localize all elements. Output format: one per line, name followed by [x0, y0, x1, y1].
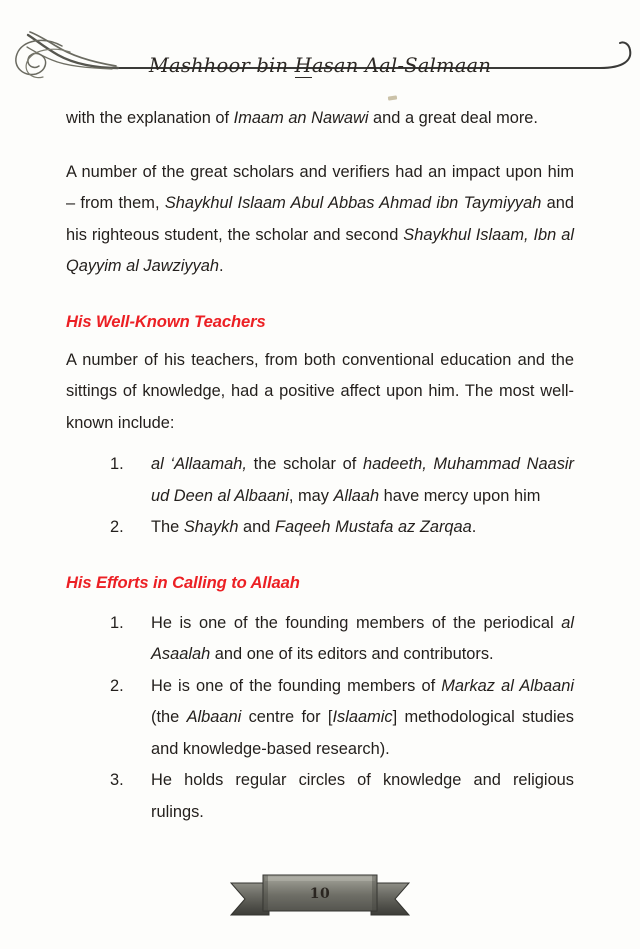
italic-term: Shaykhul Islaam Abul Abbas Ahmad ibn Taymiyyah: [164, 194, 542, 212]
page-content: [66, 103, 574, 828]
page-number-ribbon: [225, 867, 415, 923]
header-title-post: asan Aal-Salmaan: [311, 54, 492, 77]
italic-term: Shaykh: [183, 518, 239, 536]
teachers-list: [66, 449, 574, 544]
list-item: [104, 608, 574, 671]
page-number-label: 10: [309, 886, 331, 902]
list-item: [104, 671, 574, 766]
efforts-list: [66, 608, 574, 829]
running-header-title: [0, 54, 640, 77]
paragraph-3: A number of his teachers, from both conventional education and the sittings of knowledge, had a positive affect upon him. The most well-known include:: [66, 350, 574, 432]
list-item-text: He holds regular circles of knowledge and religious rulings.: [151, 771, 574, 821]
italic-term: al Asaalah: [151, 613, 574, 663]
list-item: [104, 765, 574, 828]
list-item-text: He is one of the founding members of the periodical al Asaalah and one of its editors and contributors.: [151, 613, 574, 663]
list-item-text: al ‘Allaamah, the scholar of hadeeth, Muhammad Naasir ud Deen al Albaani, may Allaah have mercy upon him: [151, 455, 575, 505]
section-heading-efforts: His Efforts in Calling to Allaah: [66, 572, 300, 592]
list-item: [104, 512, 574, 544]
italic-term: Allaah: [333, 486, 380, 505]
page-header: [0, 22, 640, 92]
italic-term: Markaz al Albaani: [441, 676, 575, 695]
italic-term: Faqeeh Mustafa az Zarqaa: [274, 518, 472, 536]
italic-term: Islaamic: [332, 708, 393, 726]
italic-term: hadeeth, Muhammad Naasir ud Deen al Albaani: [151, 455, 575, 505]
scan-artifact: [388, 95, 397, 100]
page-footer: [0, 867, 640, 931]
italic-term: Shaykhul Islaam, Ibn al Qayyim al Jawziyyah: [66, 225, 574, 275]
header-title-pre: Mashhoor bin: [148, 54, 295, 77]
italic-term: al ‘Allaamah,: [151, 455, 247, 473]
italic-term: Albaani: [186, 708, 242, 726]
italic-term: Imaam an Nawawi: [233, 109, 369, 127]
paragraph-2: A number of the great scholars and verifiers had an impact upon him – from them, Shaykhul Islaam Abul Abbas Ahmad ibn Taymiyyah and his righteous student, the scholar and second Shaykhul Islaam, Ibn al Qayyim al Jawziyyah.: [66, 162, 574, 275]
list-item-text: The Shaykh and Faqeeh Mustafa az Zarqaa.: [151, 518, 477, 536]
paragraph-1: with the explanation of Imaam an Nawawi and a great deal more.: [66, 109, 538, 127]
list-item-text: He is one of the founding members of Markaz al Albaani (the Albaani centre for [Islaamic] methodological studies and knowledge-based research).: [151, 676, 575, 758]
list-item: [104, 449, 574, 512]
header-title-h-underdot: H: [294, 54, 312, 77]
ribbon-banner-icon: [225, 867, 415, 923]
section-heading-teachers: His Well-Known Teachers: [66, 311, 266, 331]
